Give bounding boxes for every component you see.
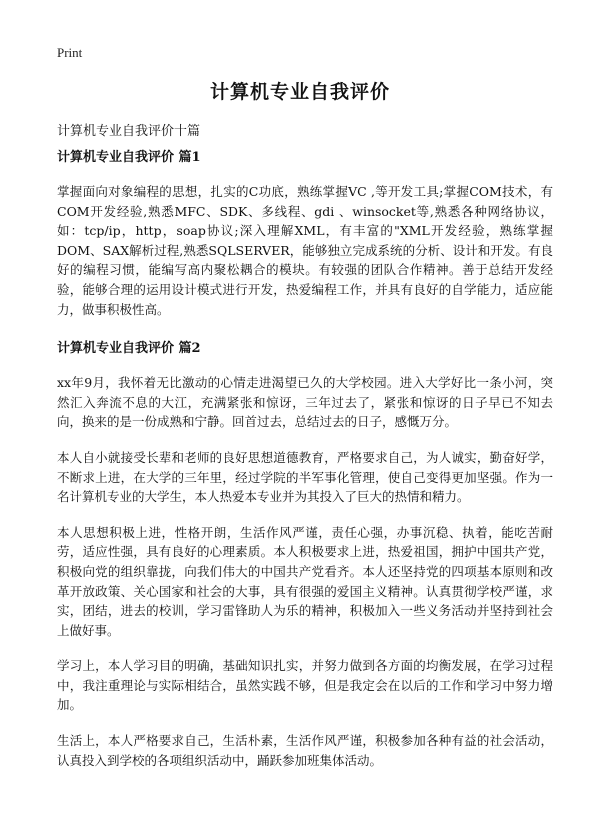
section-2-paragraph-3: 本人思想积极上进，性格开朗，生活作风严谨，责任心强，办事沉稳、执着，能吃苦耐劳，适应性强，具有良好的心理素质。本人积极要求上进，热爱祖国，拥护中国共产党，积极向党的组织靠拢，向我们伟大的中国共产党看齐。本人还坚持党的四项基本原则和改革开放政策、关心国家和社会的大事，具有很强的爱国主义精神。认真贯彻学校严谨，求实，团结，进去的校训，学习雷锋助人为乐的精神，积极加入一些义务活动并坚持到社会上做好事。 — [57, 524, 553, 638]
section-heading-1: 计算机专业自我评价 篇1 — [57, 150, 201, 165]
section-2-paragraph-4: 学习上，本人学习目的明确，基础知识扎实，并努力做到各方面的均衡发展，在学习过程中，我注重理论与实际相结合，虽然实践不够，但是我定会在以后的工作和学习中努力增加。 — [57, 658, 553, 713]
section-heading-2: 计算机专业自我评价 篇2 — [57, 341, 201, 357]
section-2-paragraph-1: xx年9月，我怀着无比激动的心情走进渴望已久的大学校园。进入大学好比一条小河，突然汇入奔流不息的大江，充满紧张和惊讶，三年过去了，紧张和惊讶的日子早已不知去向，换来的是一份成熟和宁静。回首过去，总结过去的日子，感慨万分。 — [57, 375, 553, 430]
section-1-paragraph: 掌握面向对象编程的思想，扎实的C功底，熟练掌握VC ,等开发工具;掌握COM技术，有COM开发经验,熟悉MFC、SDK、多线程、gdi 、winsocket等,熟悉各种网络协议，如：tcp/ip，http，soap协议;深入理解XML，有丰富的"XML开发经验，熟练掌握DOM、SAX解析过程,熟悉SQLSERVER，能够独立完成系统的分析、设计和开发。有良好的编程习惯，能编写高内聚松耦合的模块。有较强的团队合作精神。善于总结开发经验，能够合理的运用设计模式进行开发，热爱编程工作，并具有良好的自学能力，适应能力，做事积极性高。 — [57, 184, 553, 317]
section-2-paragraph-5: 生活上，本人严格要求自己，生活朴素，生活作风严谨，积极参加各种有益的社会活动，认真投入到学校的各项组织活动中，踊跃参加班集体活动。 — [57, 733, 553, 768]
print-label: Print — [57, 45, 83, 60]
document-subtitle: 计算机专业自我评价十篇 — [57, 124, 201, 139]
document-body — [57, 148, 553, 786]
section-2-paragraph-2: 本人自小就接受长辈和老师的良好思想道德教育，严格要求自己，为人诚实，勤奋好学，不断求上进，在大学的三年里，经过学院的半军事化管理，使自己变得更加坚强。作为一名计算机专业的大学生，本人热爱本专业并为其投入了巨大的热情和精力。 — [57, 449, 553, 505]
document-title: 计算机专业自我评价 — [209, 81, 390, 103]
